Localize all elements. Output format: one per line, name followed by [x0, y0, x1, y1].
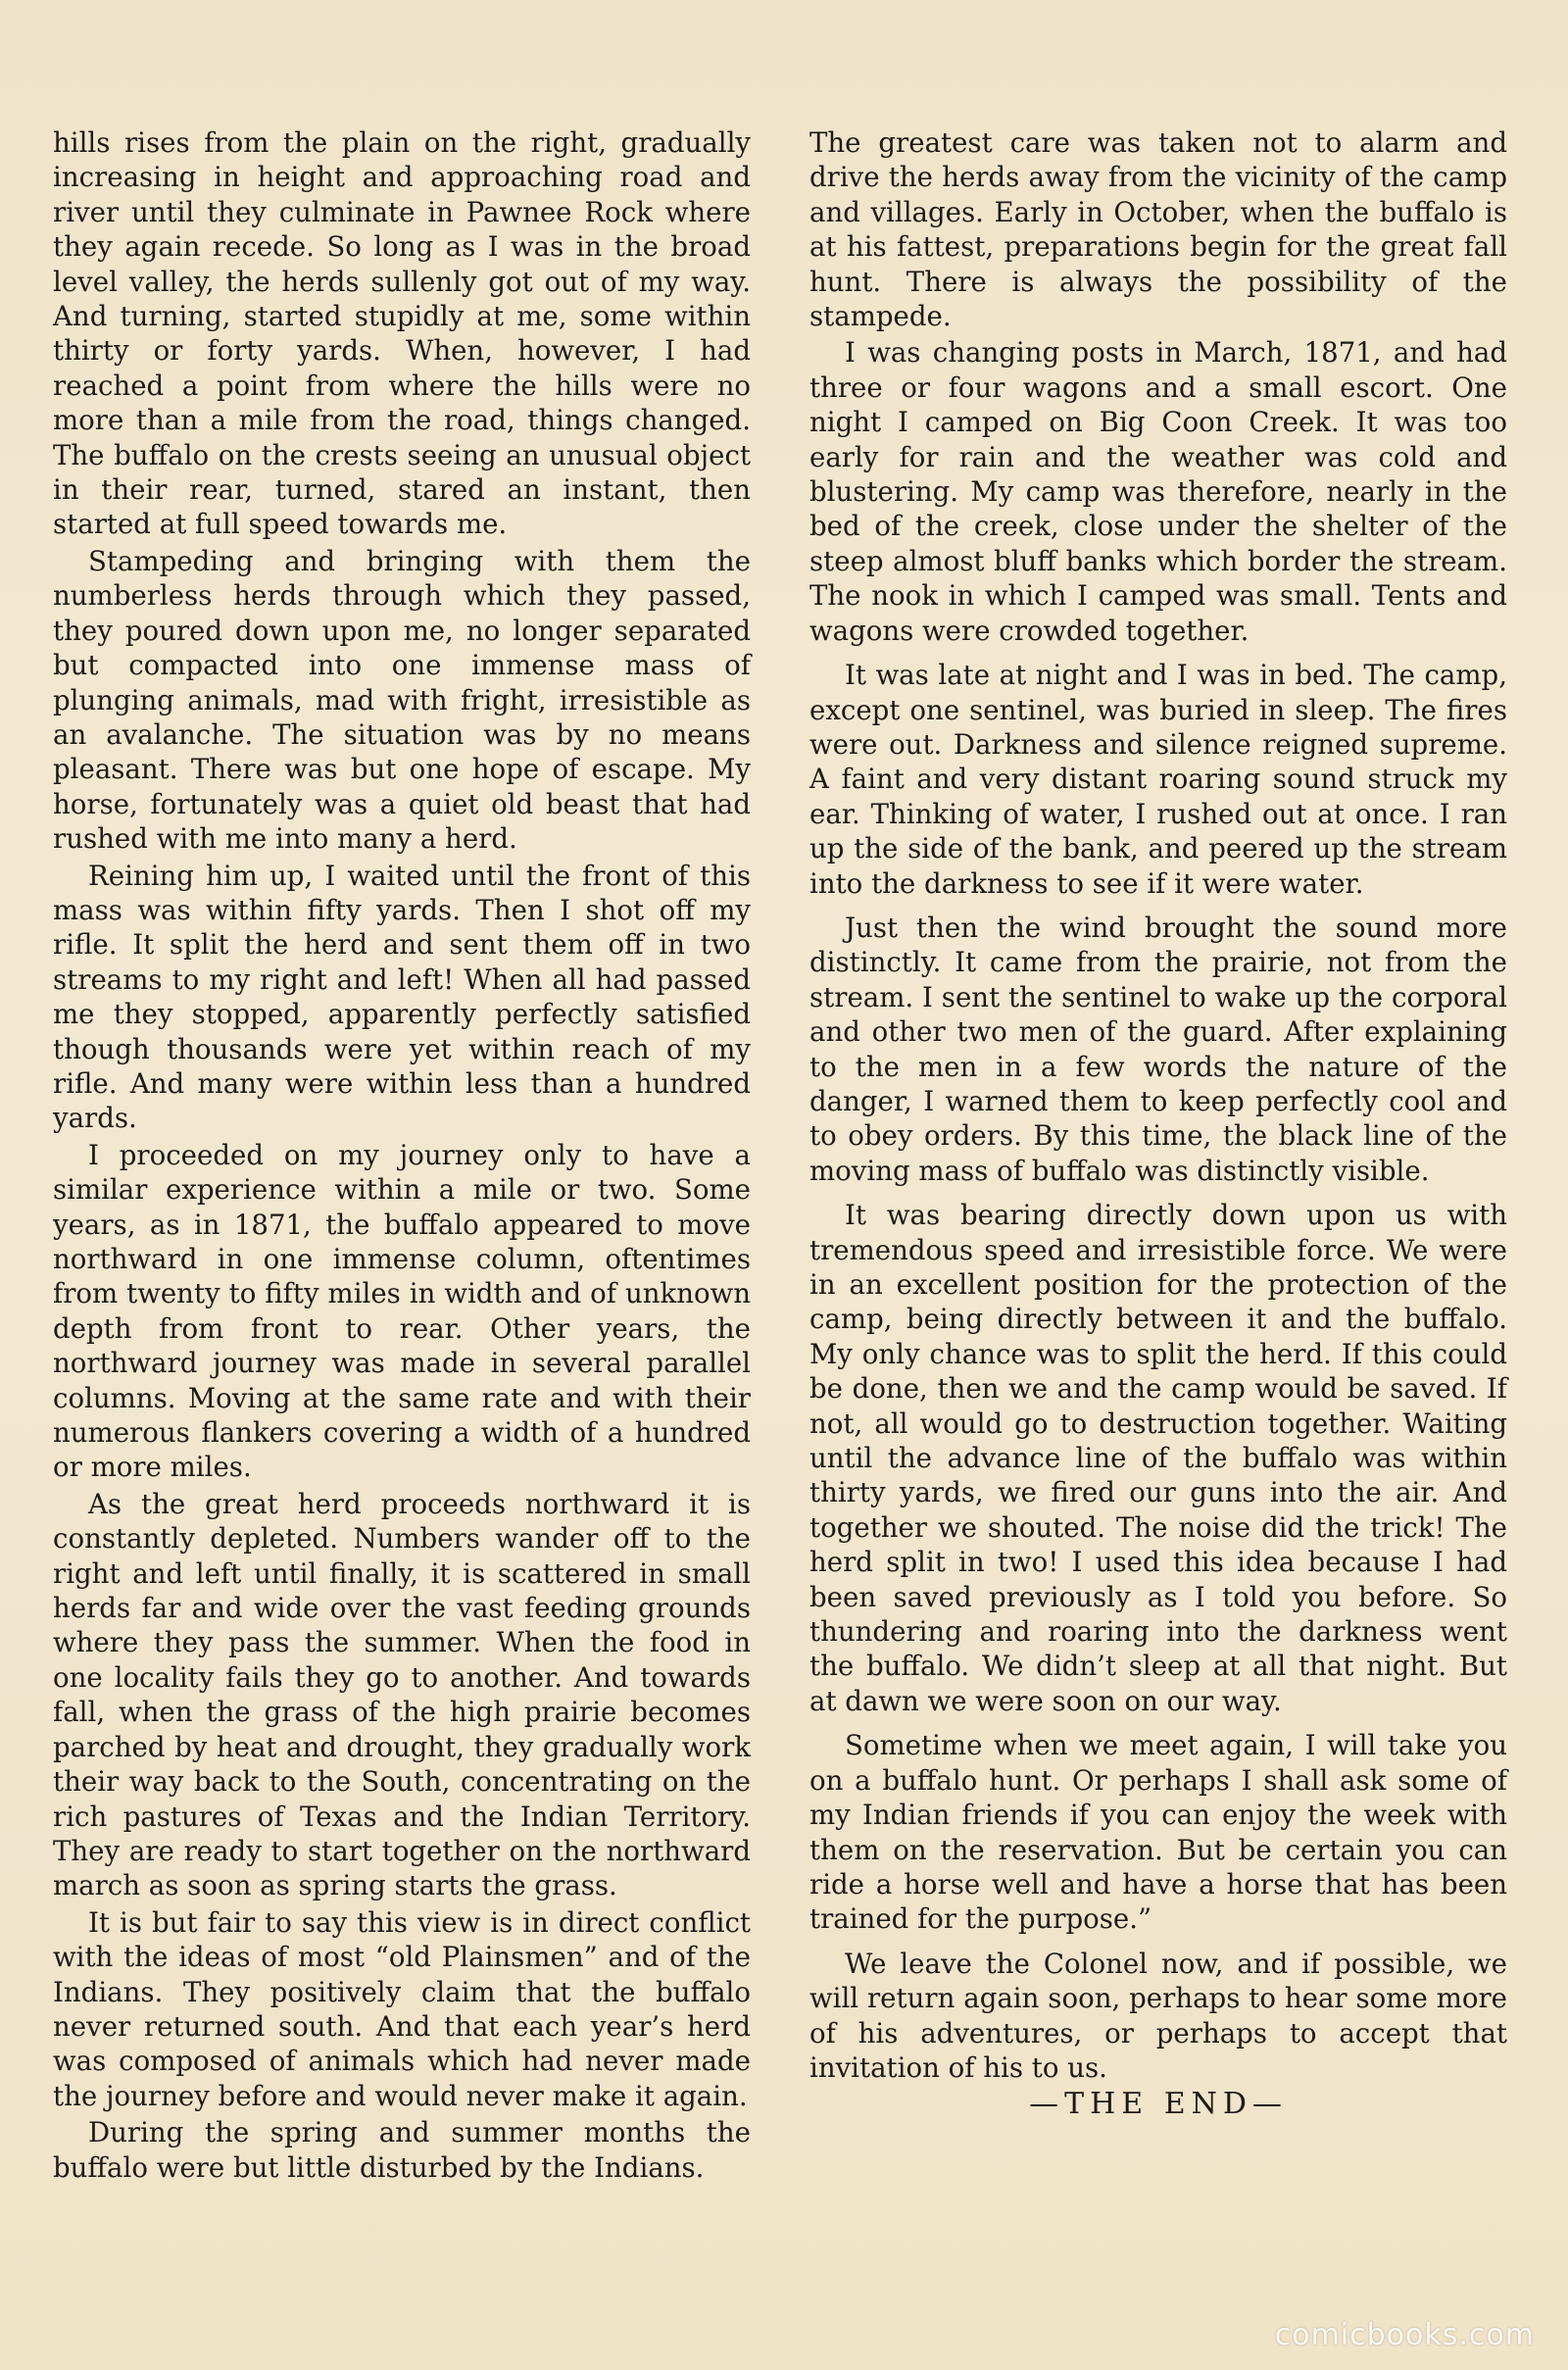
paragraph: It is but fair to say this view is in direct conflict with the ideas of most “old Plainsmen” and of the Indians. They positively claim that the buffalo never returned south. And that each year’s herd was composed of animals which had never made the journey before and would never make it again. [53, 1905, 751, 2112]
paragraph: It was bearing directly down upon us with tremendous speed and irresistible force. We were in an excellent position for the protection of the camp, being directly between it and the buffalo. My only chance was to split the herd. If this could be done, then we and the camp would be saved. If not, all would go to destruction together. Waiting until the advance line of the buffalo was within thirty yards, we fired our guns into the air. And together we shouted. The noise did the trick! The herd split in two! I used this idea because I had been saved previously as I told you before. So thundering and roaring into the darkness went the buffalo. We didn’t sleep at all that night. But at dawn we were soon on our way. [809, 1199, 1507, 1717]
left-column [53, 125, 751, 2187]
the-end-mark: —THE END— [1029, 2087, 1288, 2122]
paragraph: Reining him up, I waited until the front of this mass was within fifty yards. Then I shot off my rifle. It split the herd and sent them off in two streams to my right and left! When all had passed me they stopped, apparently perfectly satisfied though thousands were yet within reach of my rifle. And many were within less than a hundred yards. [53, 859, 751, 1135]
paragraph: During the spring and summer months the buffalo were but little disturbed by the Indians. [53, 2116, 751, 2184]
paragraph: I proceeded on my journey only to have a similar experience within a mile or two. Some years, as in 1871, the buffalo appeared to move northward in one immense column, oftentimes from twenty to fifty miles in width and of unknown depth from front to rear. Other years, the northward journey was made in several parallel columns. Moving at the same rate and with their numerous flankers covering a width of a hundred or more miles. [53, 1138, 751, 1484]
paragraph: I was changing posts in March, 1871, and had three or four wagons and a small escort. One night I camped on Big Coon Creek. It was too early for rain and the weather was cold and blustering. My camp was therefore, nearly in the bed of the creek, close under the shelter of the steep almost bluff banks which border the stream. The nook in which I camped was small. Tents and wagons were crowded together. [809, 336, 1507, 647]
paragraph: The greatest care was taken not to alarm and drive the herds away from the vicinity of the camp and villages. Early in October, when the buffalo is at his fattest, preparations begin for the great fall hunt. There is always the possibility of the stampede. [809, 126, 1507, 333]
paragraph: Just then the wind brought the sound more distinctly. It came from the prairie, not from the stream. I sent the sentinel to wake up the corporal and other two men of the guard. After explaining to the men in a few words the nature of the danger, I warned them to keep perfectly cool and to obey orders. By this time, the black line of the moving mass of buffalo was distinctly visible. [809, 911, 1507, 1187]
paragraph: Sometime when we meet again, I will take you on a buffalo hunt. Or perhaps I shall ask some of my Indian friends if you can enjoy the week with them on the reservation. But be certain you can ride a horse well and have a horse that has been trained for the purpose.” [809, 1729, 1507, 1936]
paragraph: Stampeding and bringing with them the numberless herds through which they passed, they poured down upon me, no longer separated but compacted into one immense mass of plunging animals, mad with fright, irresistible as an avalanche. The situation was by no means pleasant. There was but one hope of escape. My horse, fortunately was a quiet old beast that had rushed with me into many a herd. [53, 544, 751, 856]
paragraph: hills rises from the plain on the right, gradually increasing in height and approaching road and river until they culminate in Pawnee Rock where they again recede. So long as I was in the broad level valley, the herds sullenly got out of my way. And turning, started stupidly at me, some within thirty or forty yards. When, however, I had reached a point from where the hills were no more than a mile from the road, things changed. The buffalo on the crests seeing an unusual object in their rear, turned, stared an instant, then started at full speed towards me. [53, 126, 751, 541]
paragraph: As the great herd proceeds northward it is constantly depleted. Numbers wander off to the right and left until finally, it is scattered in small herds far and wide over the vast feeding grounds where they pass the summer. When the food in one locality fails they go to another. And towards fall, when the grass of the high prairie becomes parched by heat and drought, they gradually work their way back to the South, concentrating on the rich pastures of Texas and the Indian Territory. They are ready to start together on the northward march as soon as spring starts the grass. [53, 1487, 751, 1902]
site-watermark: comicbooks.com [1274, 2318, 1535, 2352]
right-column [809, 125, 1507, 2124]
paragraph: We leave the Colonel now, and if possible, we will return again soon, perhaps to hear some more of his adventures, or perhaps to accept that invitation of his to us. [809, 1947, 1507, 2084]
paragraph: It was late at night and I was in bed. The camp, except one sentinel, was buried in sleep. The fires were out. Darkness and silence reigned supreme. A faint and very distant roaring sound struck my ear. Thinking of water, I rushed out at once. I ran up the side of the bank, and peered up the stream into the darkness to see if it were water. [809, 659, 1507, 900]
